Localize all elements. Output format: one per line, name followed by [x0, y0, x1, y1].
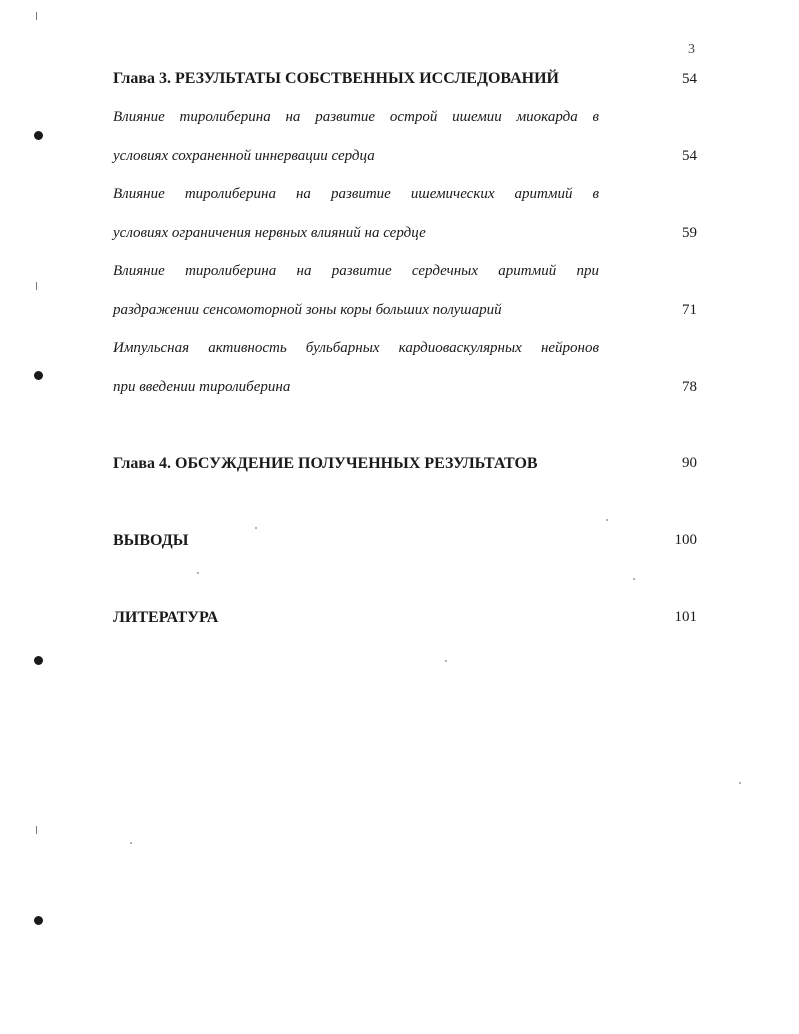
- toc-section2-page: 59: [682, 225, 697, 241]
- punch-hole: [34, 656, 43, 665]
- toc-section4-line2: при введении тиролиберина: [113, 379, 291, 395]
- toc-section1-line2: условиях сохраненной иннервации сердца: [113, 148, 375, 164]
- toc-conclusions-page: 100: [674, 532, 697, 548]
- toc-section3-page: 71: [682, 302, 697, 318]
- toc-section2-line1: Влияние тиролиберина на развитие ишемических аритмий в: [113, 186, 599, 202]
- scan-speck: [606, 519, 608, 521]
- toc-section4-line1: Импульсная активность бульбарных кардиоваскулярных нейронов: [113, 340, 599, 356]
- toc-section3-line2: раздражении сенсомоторной зоны коры больших полушарий: [113, 302, 502, 318]
- toc-section1-line1: Влияние тиролиберина на развитие острой ишемии миокарда в: [113, 109, 599, 125]
- margin-mark: [36, 282, 37, 290]
- toc-chapter4-title: Глава 4. ОБСУЖДЕНИЕ ПОЛУЧЕННЫХ РЕЗУЛЬТАТОВ: [113, 455, 538, 472]
- toc-chapter3-page: 54: [682, 71, 697, 87]
- punch-hole: [34, 371, 43, 380]
- toc-literature-title: ЛИТЕРАТУРА: [113, 609, 219, 626]
- margin-mark: [36, 12, 37, 20]
- margin-mark: [36, 826, 37, 834]
- toc-section1-page: 54: [682, 148, 697, 164]
- scan-speck: [445, 660, 447, 662]
- scan-speck: [739, 782, 741, 784]
- toc-section4-page: 78: [682, 379, 697, 395]
- scan-speck: [633, 578, 635, 580]
- punch-hole: [34, 916, 43, 925]
- scan-speck: [255, 527, 257, 529]
- toc-literature-page: 101: [674, 609, 697, 625]
- punch-hole: [34, 131, 43, 140]
- toc-chapter4-page: 90: [682, 455, 697, 471]
- toc-conclusions-title: ВЫВОДЫ: [113, 532, 189, 549]
- toc-chapter3-title: Глава 3. РЕЗУЛЬТАТЫ СОБСТВЕННЫХ ИССЛЕДОВАНИЙ: [113, 70, 559, 87]
- toc-section3-line1: Влияние тиролиберина на развитие сердечных аритмий при: [113, 263, 599, 279]
- page-number: 3: [688, 42, 695, 57]
- toc-section2-line2: условиях ограничения нервных влияний на сердце: [113, 225, 426, 241]
- scan-speck: [197, 572, 199, 574]
- scan-speck: [130, 842, 132, 844]
